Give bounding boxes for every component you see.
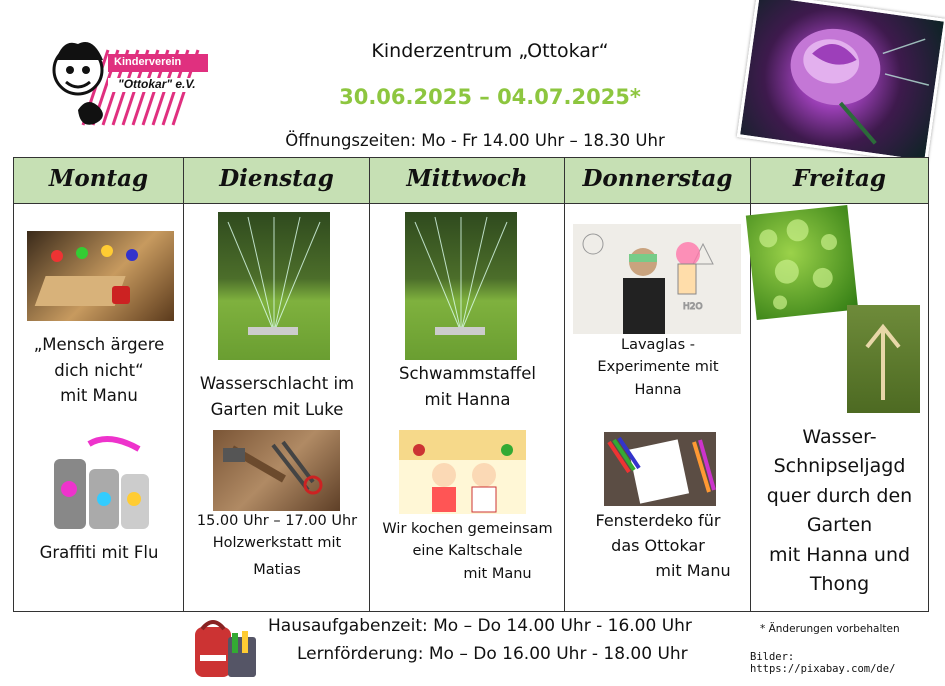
cooking-kids-image [399,430,526,514]
activity-line: mit Hanna [424,389,511,409]
activity-line: Hanna [634,381,682,398]
column-mittwoch [370,158,565,611]
activity-montag-1 [14,332,184,409]
activity-dienstag-1 [184,371,370,422]
changes-note: * Änderungen vorbehalten [760,623,900,635]
logo-text-line1: Kinderverein [114,56,182,68]
activity-line: quer durch den [766,484,913,507]
water-drops-photo [746,205,858,320]
activity-line: Fensterdeko für [595,511,721,530]
activity-line: Thong [809,573,870,596]
craft-supplies-photo [604,432,716,506]
tutoring-time: Lernförderung: Mo – Do 16.00 Uhr - 18.00 Uhr [297,644,688,664]
activity-line: Garten [806,514,873,537]
image-credit: Bilder: https://pixabay.com/de/ [750,651,896,675]
science-kid-photo [573,224,741,334]
svg-text:H2O: H2O [683,302,703,312]
club-logo [48,30,223,130]
rose-photo [737,0,945,164]
activity-donnerstag-2 [565,509,751,583]
homework-time: Hausaufgabenzeit: Mo – Do 14.00 Uhr - 16.00 Uhr [268,616,692,636]
day-header-freitag: Freitag [751,158,928,204]
logo-text-line2: "Ottokar" e.V. [118,77,196,91]
column-dienstag [184,158,370,611]
day-header-montag: Montag [14,158,183,204]
day-header-dienstag: Dienstag [184,158,369,204]
day-header-donnerstag: Donnerstag [565,158,750,204]
column-donnerstag [565,158,751,611]
activity-line: Holzwerkstatt mit [212,535,342,552]
activity-line: dich nicht“ [54,360,144,380]
activity-line: „Mensch ärgere [33,335,165,354]
opening-hours: Öffnungszeiten: Mo - Fr 14.00 Uhr – 18.30 Uhr [285,131,665,150]
activity-line: Schnipseljagd [773,455,906,478]
activity-line: Wasserschlacht im [199,374,355,393]
activity-line: Experimente mit [597,359,719,376]
activity-donnerstag-1 [565,334,751,401]
column-freitag [751,158,928,611]
activity-line: mit Manu [463,565,532,582]
activity-line: eine Kaltschale [412,543,523,560]
activity-line: 15.00 Uhr – 17.00 Uhr [196,513,358,529]
activity-line: Wir kochen gemeinsam [382,521,553,537]
activity-line: das Ottokar [611,535,705,555]
activity-line: mit Hanna und [768,543,911,566]
weekly-program-table [13,157,929,612]
activity-mittwoch-2 [370,518,565,585]
tools-photo [213,430,340,511]
board-game-photo [27,231,174,321]
activity-freitag-1 [751,423,928,600]
activity-line: mit Manu [60,386,138,406]
activity-line: Lavaglas - [621,337,695,353]
page-title: Kinderzentrum „Ottokar“ [371,40,609,62]
week-dates: 30.06.2025 – 04.07.2025* [339,85,641,109]
activity-line: Wasser- [802,426,877,448]
activity-line: Matias [253,561,301,578]
activity-line: Graffiti mit Flu [39,543,159,562]
activity-line: mit Manu [655,560,731,580]
school-bag-image [190,615,262,681]
sprinkler-photo [218,212,330,360]
activity-dienstag-2 [184,510,370,581]
arrow-on-ground-photo [847,305,920,413]
activity-line: Garten mit Luke [210,399,344,419]
day-header-mittwoch: Mittwoch [370,158,564,204]
spray-cans-image [49,434,154,534]
sprinkler-photo [405,212,517,360]
activity-mittwoch-1 [370,361,565,412]
activity-line: Schwammstaffel [398,364,537,383]
column-montag [14,158,184,611]
activity-montag-2 [14,540,184,566]
